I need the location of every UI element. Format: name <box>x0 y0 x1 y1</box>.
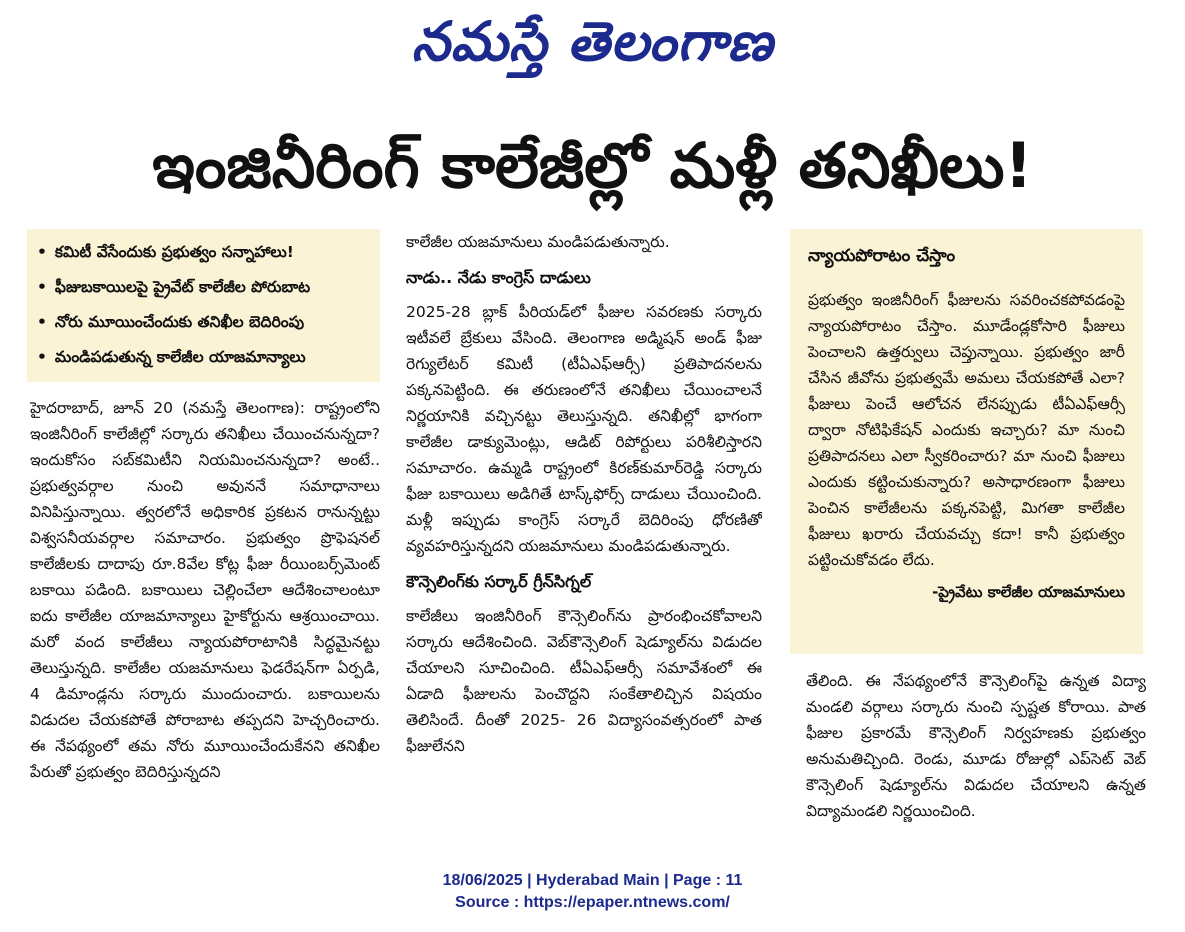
sidebar-byline: -ప్రైవేటు కాలేజీల యాజమానులు <box>932 583 1125 601</box>
headline: ఇంజినీరింగ్ కాలేజీల్లో మళ్లీ తనిఖీలు! <box>152 129 1033 202</box>
article-continuation: కాలేజీల యజమానులు మండిపడుతున్నారు. <box>406 233 670 251</box>
highlight-item: • ఫీజుబకాయిలపై ప్రైవేట్ కాలేజీల పోరుబాట <box>37 270 370 305</box>
highlight-item: • మండిపడుతున్న కాలేజీల యాజమాన్యాలు <box>37 340 370 375</box>
article-column-3 <box>806 668 1146 843</box>
masthead-logo: నమస్తే తెలంగాణ <box>411 9 774 73</box>
highlight-item: • నోరు మూయించేందుకు తనిఖీల బెదిరింపు <box>37 305 370 340</box>
article-paragraph: కాలేజీలు ఇంజినీరింగ్ కౌన్సెలింగ్‌ను ప్రారంభించకోవాలని సర్కారు ఆదేశించింది. వెబ్‌కౌన్సెలింగ్ షెడ్యూల్‌ను విడుదల చేయాలని సూచించింది. టీఏఎఫ్‌ఆర్సీ సమావేశంలో ఈ ఏడాది ఫీజులను పెంచొద్దని సంకేతాలిచ్చిన విషయం తెలిసిందే. దీంతో 2025- 26 విద్యాసంవత్సరంలో పాత ఫీజులేనని <box>406 607 762 755</box>
highlight-item: • కమిటీ వేసేందుకు ప్రభుత్వం సన్నాహాలు! <box>37 235 370 270</box>
subheading: నాడు.. నేడు కాంగ్రెస్ దాడులు <box>406 268 591 287</box>
page-footer <box>0 870 1185 914</box>
quote-sidebar <box>790 229 1143 654</box>
sidebar-title: న్యాయపోరాటం చేస్తాం <box>808 246 956 266</box>
article-paragraph: హైదరాబాద్, జూన్ 20 (నమస్తే తెలంగాణ): రాష్ట్రంలోని ఇంజినీరింగ్ కాలేజీల్లో సర్కారు తనిఖీలు చేయించనున్నదా? ఇందుకోసం సబ్‌కమిటీని నియమించనున్నదా? అంటే.. ప్రభుత్వవర్గాల నుంచి అవుననే సమాధానాలు వినిపిస్తున్నాయి. త్వరలోనే అధికారిక ప్రకటన రానున్నట్టు విశ్వసనీయవర్గాల సమాచారం. ప్రభుత్వం ప్రొఫెషనల్ కాలేజీలకు దాదాపు రూ.8వేల కోట్ల ఫీజు రీయింబర్స్‌మెంట్ బకాయి పడింది. బకాయిలు చెల్లించేలా ఆదేశించాలంటూ ఐదు కాలేజీల యాజమాన్యాలు హైకోర్టును ఆశ్రయించాయి. మరో వంద కాలేజీలు న్యాయపోరాటానికి సిద్ధమైనట్టు తెలుస్తున్నది. కాలేజీల యజమానులు ఫెడరేషన్‌గా ఏర్పడి, 4 డిమాండ్లను సర్కారు ముందుంచారు. బకాయిలను విడుదల చేయకపోతే పోరాబాట తప్పదని హెచ్చరించారు. ఈ నేపథ్యంలో తమ నోరు మూయించేందుకేనని తనిఖీల పేరుతో ప్రభుత్వం బెదిరిస్తున్నదని <box>30 399 380 781</box>
highlights-box <box>27 229 380 382</box>
footer-source: Source : https://epaper.ntnews.com/ <box>455 894 730 911</box>
article-column-2 <box>406 229 762 839</box>
article-paragraph: 2025-28 బ్లాక్ పీరియడ్‌లో ఫీజుల సవరణకు సర్కారు ఇటీవలే బ్రేకులు వేసింది. తెలంగాణ అడ్మిషన్ అండ్ ఫీజు రెగ్యులేటర్ కమిటీ (టీఏఎఫ్‌ఆర్సీ) ప్రతిపాదనలను పక్కనపెట్టింది. ఈ తరుణంలోనే తనిఖీలు చేయించాలనే నిర్ణయానికి వచ్చినట్టు తెలుస్తున్నది. తనిఖీల్లో భాగంగా కాలేజీల డాక్యుమెంట్లు, ఆడిట్ రిపోర్టులు పరిశీలిస్తారని సమాచారం. ఉమ్మడి రాష్ట్రంలో కిరణ్‌కుమార్‌రెడ్డి సర్కారు ఫీజు బకాయిలు అడిగితే టాస్క్‌ఫోర్స్ దాడులు చేయించింది. మళ్లీ ఇప్పుడు కాంగ్రెస్ సర్కారే బెదిరింపు ధోరణితో వ్యవహరిస్తున్నదని యజమానులు మండిపడుతున్నారు. <box>406 303 762 555</box>
article-column-1 <box>30 395 380 855</box>
subheading: కౌన్సెలింగ్‌కు సర్కార్ గ్రీన్‌సిగ్నల్ <box>406 572 592 591</box>
sidebar-body: ప్రభుత్వం ఇంజినీరింగ్ ఫీజులను సవరించకపోవడంపై న్యాయపోరాటం చేస్తాం. మూడేండ్లకోసారి ఫీజులు పెంచాలని ఉత్తర్వులు చెప్తున్నాయి. ప్రభుత్వం జారీ చేసిన జీవోను ప్రభుత్వమే అమలు చేయకపోతే ఎలా? ఫీజులు పెంచే ఆలోచన లేనప్పుడు టీఏఎఫ్‌ఆర్సీ ద్వారా నోటిఫికేషన్ ఎందుకు ఇచ్చారు? మా నుంచి ప్రతిపాదనలు ఎలా స్వీకరించారు? మా నుంచి ఫీజులు ఎందుకు కట్టించుకున్నారు? అసాధారణంగా ఫీజులు పెంచిన కాలేజీలను పక్కనపెట్టి, మిగతా కాలేజీల ఫీజులు ఖరారు చేయవచ్చు కదా! కానీ ప్రభుత్వం పట్టించుకోవడం లేదు. <box>808 291 1125 569</box>
footer-date-page: 18/06/2025 | Hyderabad Main | Page : 11 <box>442 872 743 889</box>
article-paragraph: తేలింది. ఈ నేపథ్యంలోనే కౌన్సెలింగ్‌పై ఉన్నత విద్యా మండలి వర్గాలు సర్కారు నుంచి స్పష్టత కోరాయి. పాత ఫీజుల ప్రకారమే కౌన్సెలింగ్ నిర్వహణకు ప్రభుత్వం అనుమతిచ్చింది. రెండు, మూడు రోజుల్లో ఎప్‌సెట్ వెబ్ కౌన్సెలింగ్ షెడ్యూల్‌ను విడుదల చేయాలని ఉన్నత విద్యామండలి నిర్ణయించింది. <box>806 672 1146 820</box>
